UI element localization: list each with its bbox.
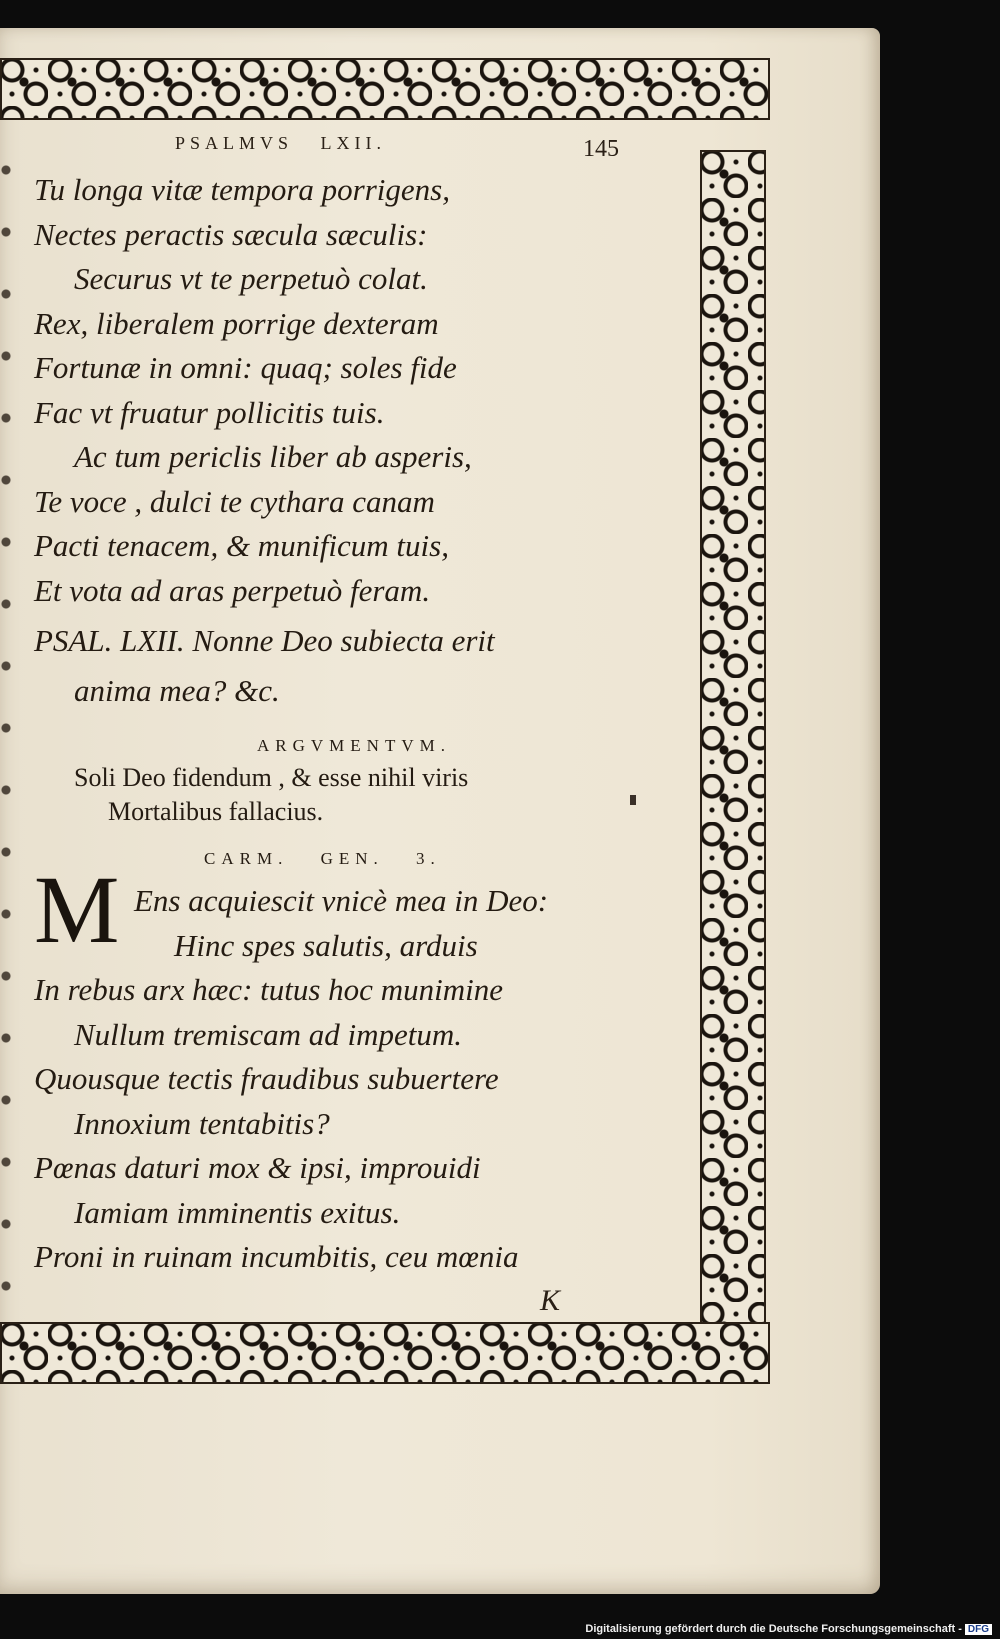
verse-block-top xyxy=(34,168,674,613)
verse-line: Iamiam imminentis exitus. xyxy=(74,1194,401,1230)
verse-line: Securus vt te perpetuò colat. xyxy=(74,261,428,296)
verse-line: Hinc spes salutis, arduis xyxy=(174,927,478,963)
verse-line: In rebus arx hæc: tutus hoc munimine xyxy=(34,972,503,1007)
verse-line: Fac vt fruatur pollicitis tuis. xyxy=(34,394,385,430)
page-number: 145 xyxy=(583,136,619,162)
verse-line: Tu longa vitæ tempora porrigens, xyxy=(34,172,450,207)
verse-line: Proni in ruinam incumbitis, ceu mœnia xyxy=(34,1239,519,1274)
drop-cap-initial: M xyxy=(34,856,120,963)
footer-text: Digitalisierung gefördert durch die Deutsche Forschungsgemeinschaft - xyxy=(585,1623,962,1635)
argument-line-2: Mortalibus fallacius. xyxy=(108,797,324,826)
ornamental-border-right xyxy=(700,150,766,1330)
digitization-footer xyxy=(585,1623,992,1635)
verse-line: Et vota ad aras perpetuò feram. xyxy=(34,572,431,608)
verse-line: Quousque tectis fraudibus subuertere xyxy=(34,1061,499,1096)
verse-line: Ens acquiescit vnicè mea in Deo: xyxy=(134,883,549,918)
verse-line: Pœnas daturi mox & ipsi, improuidi xyxy=(34,1150,481,1185)
verse-line: Pacti tenacem, & munificum tuis, xyxy=(34,528,449,563)
meter-label: CARM. GEN. 3. xyxy=(204,849,441,868)
argument-line-1: Soli Deo fidendum , & esse nihil viris xyxy=(74,763,469,792)
page-edge xyxy=(0,88,12,1388)
argument-label: ARGVMENTVM. xyxy=(257,736,451,755)
verse-line: Innoxium tentabitis? xyxy=(74,1105,330,1141)
running-head: PSALMVS LXII. xyxy=(175,133,387,153)
verse-line: Nectes peractis sæcula sæculis: xyxy=(34,216,428,252)
verse-line: Rex, liberalem porrige dexteram xyxy=(34,305,439,341)
ornamental-border-bottom xyxy=(0,1322,770,1384)
ink-spot xyxy=(630,795,636,805)
ornamental-border-top xyxy=(0,58,770,120)
verse-line: Nullum tremiscam ad impetum. xyxy=(74,1016,463,1052)
catchword: K xyxy=(540,1284,561,1317)
psalm-heading-line-2: anima mea? &c. xyxy=(74,673,280,708)
verse-line: Ac tum periclis liber ab asperis, xyxy=(74,439,472,474)
psalm-heading-line-1: PSAL. LXII. Nonne Deo subiecta erit xyxy=(34,623,495,658)
verse-line: Te voce , dulci te cythara canam xyxy=(34,483,435,519)
verse-block-bottom xyxy=(34,879,674,1280)
main-text xyxy=(34,168,674,1280)
verse-line: Fortunæ in omni: quaq; soles fide xyxy=(34,350,457,385)
dfg-logo: DFG xyxy=(965,1624,992,1635)
